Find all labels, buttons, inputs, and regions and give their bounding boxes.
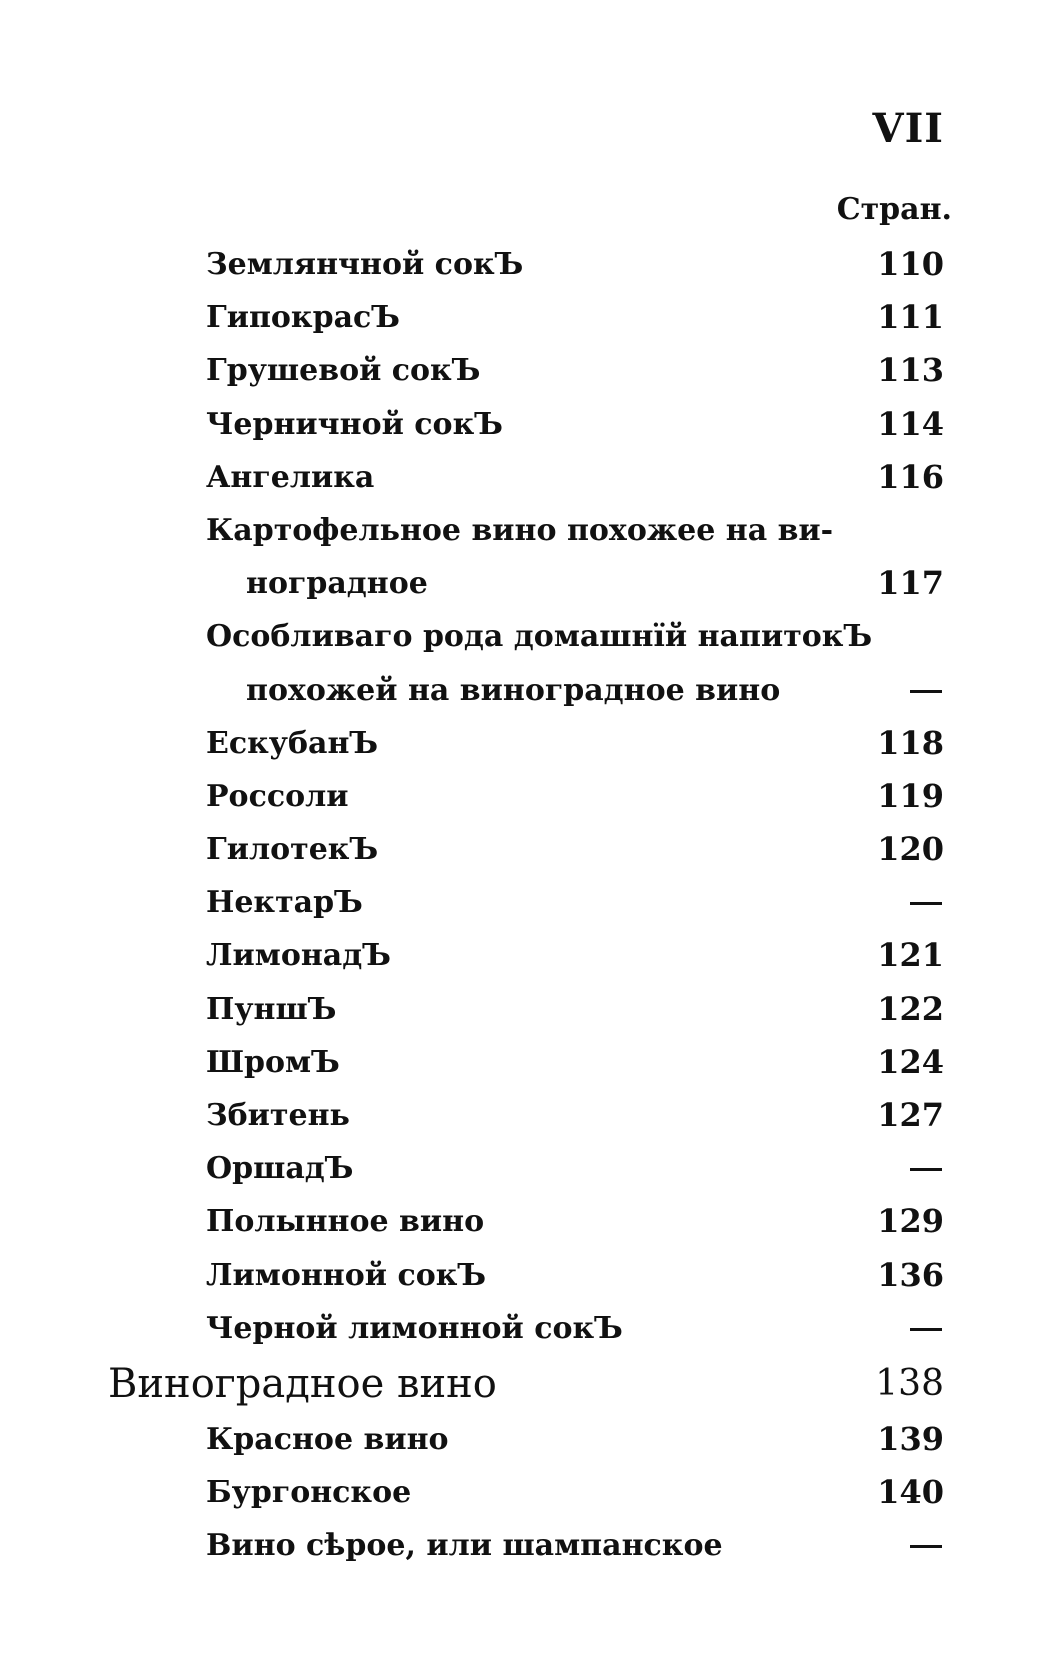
toc-entry — [0, 610, 1044, 663]
entry-title: ГилотекЪ — [206, 832, 379, 868]
toc-entry — [0, 451, 1044, 504]
entry-title: Грушевой сокЪ — [206, 353, 481, 389]
entry-title: Вино сѣрое, или шампанское — [206, 1528, 723, 1564]
toc-entry — [0, 1036, 1044, 1089]
entry-page-number: 116 — [877, 457, 944, 496]
section-title: Виноградное вино — [108, 1360, 497, 1407]
entry-page-number: 127 — [877, 1096, 944, 1134]
ditto-dash — [910, 1328, 942, 1331]
entry-page-number: 117 — [877, 564, 944, 603]
ditto-dash — [910, 1168, 942, 1171]
toc-entry — [0, 398, 1044, 451]
entry-page-number: 140 — [877, 1473, 944, 1512]
entry-title: ГипокрасЪ — [206, 300, 400, 336]
toc-entry — [0, 291, 1044, 344]
entry-title: ЛимонадЪ — [206, 938, 391, 974]
ditto-dash — [910, 902, 942, 905]
entry-page-number: 121 — [877, 936, 944, 975]
entry-page-number: 118 — [877, 723, 944, 762]
toc-entry — [0, 1142, 1044, 1195]
entry-page-number: 124 — [877, 1042, 944, 1081]
entry-page-number: 111 — [877, 298, 944, 337]
toc-entry-continuation — [0, 664, 1044, 717]
entry-title: ЕскубанЪ — [206, 725, 379, 761]
entry-page-number: 122 — [877, 989, 944, 1028]
entry-page-number: 110 — [877, 245, 944, 283]
entry-title: НектарЪ — [206, 885, 363, 921]
toc-entry — [0, 876, 1044, 929]
toc-entry — [0, 1302, 1044, 1355]
toc-entry — [0, 823, 1044, 876]
entry-page-number: 136 — [877, 1255, 944, 1294]
entry-title: ПуншЪ — [206, 991, 337, 1027]
ditto-dash — [910, 1545, 942, 1548]
entry-title: похожей на виноградное вино — [246, 672, 781, 708]
toc-entry — [0, 1519, 1044, 1572]
entry-title: ШромЪ — [206, 1044, 340, 1080]
toc-entry — [0, 1195, 1044, 1248]
entry-title: Россоли — [206, 778, 349, 814]
entry-title: Лимонной сокЪ — [206, 1257, 487, 1293]
entry-title: Черной лимонной сокЪ — [206, 1310, 623, 1346]
page-number: VII — [872, 105, 944, 152]
toc-entry — [0, 983, 1044, 1036]
toc-entry — [0, 344, 1044, 397]
entry-title: Збитень — [206, 1098, 350, 1133]
entry-title: Черничной сокЪ — [206, 406, 503, 442]
entry-page-number: 114 — [877, 404, 944, 443]
entry-title: ОршадЪ — [206, 1151, 354, 1187]
toc-section-heading — [0, 1355, 1044, 1413]
entry-page-number: 129 — [877, 1202, 944, 1241]
entry-title: Красное вино — [206, 1421, 449, 1457]
toc-entry — [0, 1249, 1044, 1302]
table-of-contents — [0, 238, 1044, 1573]
entry-title: Бургонское — [206, 1475, 412, 1511]
toc-entry — [0, 238, 1044, 291]
entry-title: Особливаго рода домашнїй напитокЪ — [206, 619, 873, 655]
entry-page-number: 119 — [877, 776, 944, 815]
entry-title: Ангелика — [206, 459, 375, 495]
toc-entry — [0, 504, 1044, 557]
ditto-dash — [910, 690, 942, 693]
toc-entry-continuation — [0, 557, 1044, 610]
entry-title: Полынное вино — [206, 1204, 485, 1240]
entry-title: ноградное — [246, 566, 428, 602]
toc-entry — [0, 929, 1044, 982]
entry-title: Картофельное вино похожее на ви- — [206, 512, 834, 548]
entry-title: Землянчной сокЪ — [206, 247, 524, 282]
toc-entry — [0, 1413, 1044, 1466]
toc-entry — [0, 717, 1044, 770]
entry-page-number: 120 — [877, 830, 944, 869]
toc-entry — [0, 770, 1044, 823]
entry-page-number: 138 — [875, 1362, 944, 1404]
toc-entry — [0, 1466, 1044, 1519]
entry-page-number: 139 — [877, 1419, 944, 1458]
entry-page-number: 113 — [877, 351, 944, 390]
page-column-header: Стран. — [836, 192, 952, 227]
toc-entry — [0, 1089, 1044, 1142]
